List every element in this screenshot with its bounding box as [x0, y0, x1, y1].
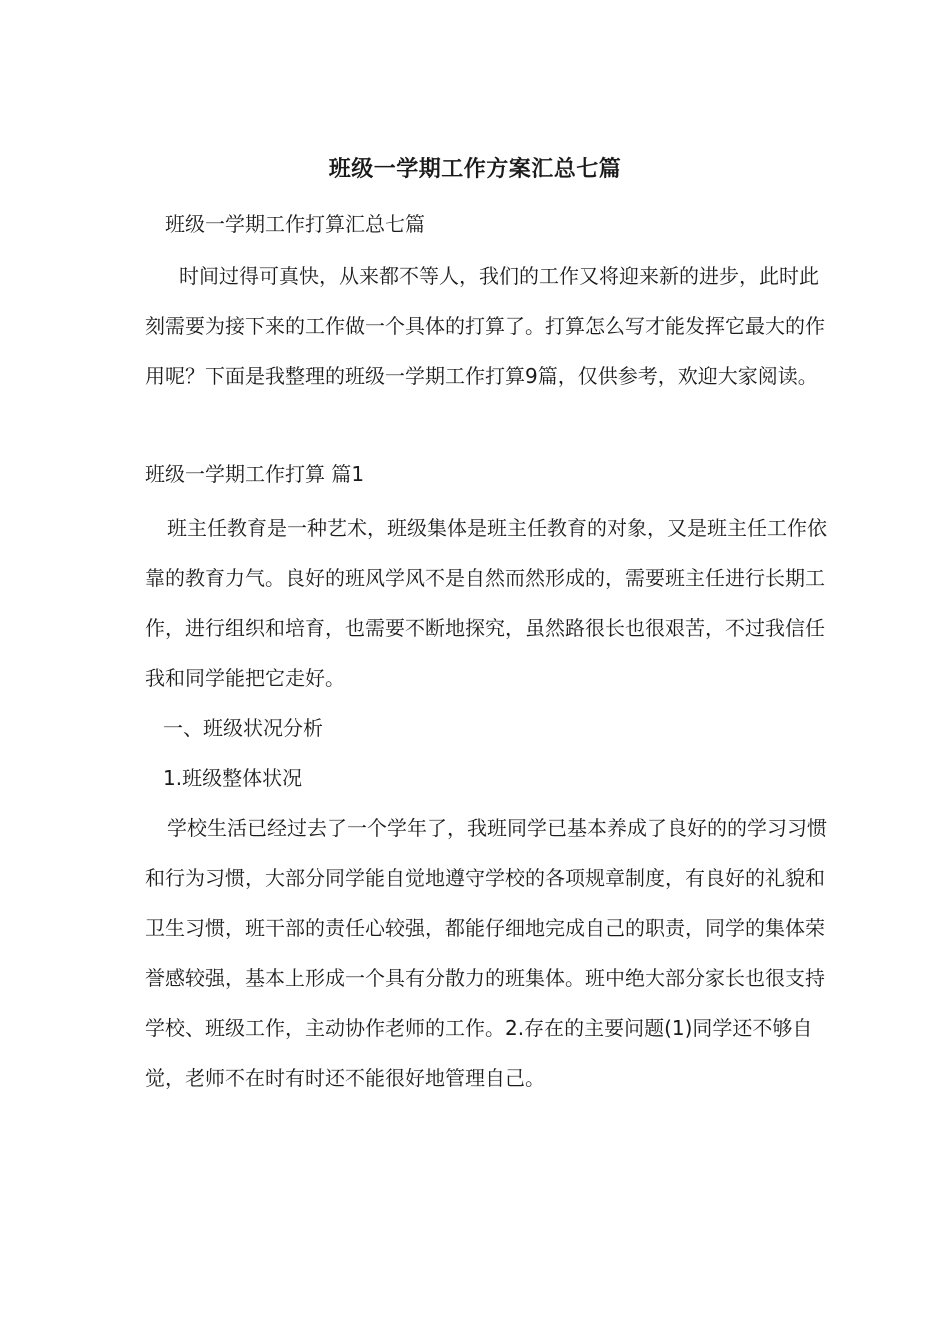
document-content	[145, 206, 835, 1103]
section-heading: 班级一学期工作打算 篇1	[145, 462, 365, 486]
body-paragraph: 学校生活已经过去了一个学年了，我班同学已基本养成了良好的的学习习惯和行为习惯，大部分同学能自觉地遵守学校的各项规章制度，有良好的礼貌和卫生习惯，班干部的责任心较强，都能仔细地完成自己的职责，同学的集体荣誉感较强，基本上形成一个具有分散力的班集体。班中绝大部分家长也很支持学校、班级工作，主动协作老师的工作。2.存在的主要问题(1)同学还不够自觉，老师不在时有时还不能很好地管理自己。	[145, 816, 827, 1090]
section-paragraph: 班主任教育是一种艺术，班级集体是班主任教育的对象，又是班主任工作依靠的教育力气。良好的班风学风不是自然而然形成的，需要班主任进行长期工作，进行组织和培育，也需要不断地探究，虽然路很长也很艰苦，不过我信任我和同学能把它走好。	[145, 516, 827, 690]
intro-paragraph: 时间过得可真快，从来都不等人，我们的工作又将迎来新的进步，此时此刻需要为接下来的工作做一个具体的打算了。打算怎么写才能发挥它最大的作用呢？下面是我整理的班级一学期工作打算9篇，仅供参考，欢迎大家阅读。	[145, 264, 825, 388]
spacer	[145, 409, 835, 449]
sub-heading: 一、班级状况分析	[163, 716, 323, 740]
document-subtitle: 班级一学期工作打算汇总七篇	[165, 212, 425, 236]
sub-sub-heading: 1.班级整体状况	[163, 766, 303, 790]
document-title: 班级一学期工作方案汇总七篇	[328, 157, 622, 182]
